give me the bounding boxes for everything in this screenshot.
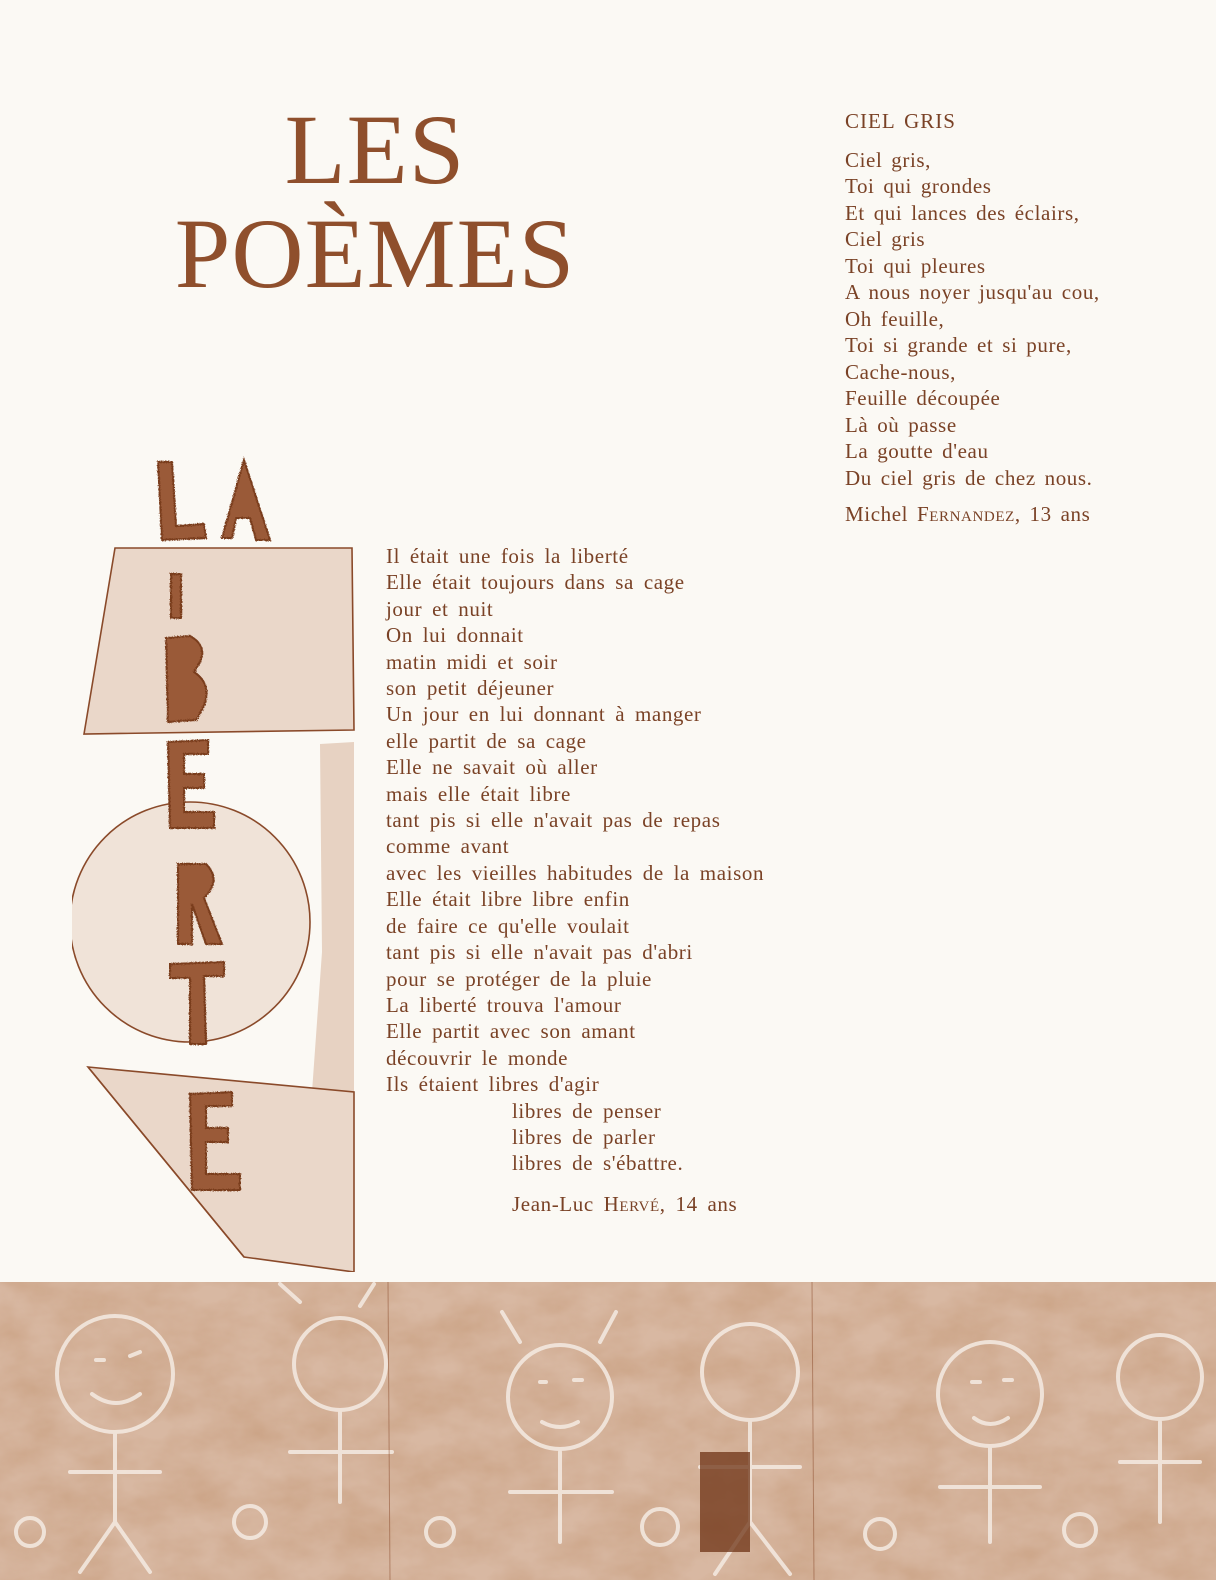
poem-line: Ciel gris xyxy=(845,227,926,251)
poem-line: jour et nuit xyxy=(386,596,494,621)
poem-line: La goutte d'eau xyxy=(845,439,989,463)
poem-line: Elle était toujours dans sa cage xyxy=(386,570,685,595)
poem-line: Cache-nous, xyxy=(845,359,956,384)
poem-liberte xyxy=(386,543,906,1217)
letter-l-icon xyxy=(158,462,206,540)
author-first-name: Jean-Luc xyxy=(512,1191,594,1216)
poem-line: pour se protéger de la pluie xyxy=(386,966,652,991)
poem-line: Et qui lances des éclairs, xyxy=(845,200,1080,225)
title-line-1: LES xyxy=(284,94,466,205)
page-title xyxy=(155,94,595,309)
poem-line: matin midi et soir xyxy=(386,649,558,674)
poem-title: CIEL GRIS xyxy=(845,109,956,133)
poem-line: son petit déjeuner xyxy=(386,676,555,701)
letter-a-icon xyxy=(222,460,270,540)
poem-line: comme avant xyxy=(386,834,510,859)
poem-line: tant pis si elle n'avait pas d'abri xyxy=(386,940,693,965)
poem-line: A nous noyer jusqu'au cou, xyxy=(845,280,1100,304)
poem-line: La liberté trouva l'amour xyxy=(386,992,622,1017)
childrens-painting-band xyxy=(0,1282,1216,1580)
poem-line: Ciel gris, xyxy=(845,147,931,172)
poem-line: Ils étaient libres d'agir xyxy=(386,1072,600,1097)
poem-line: Toi si grande et si pure, xyxy=(845,333,1072,357)
poem-line: mais elle était libre xyxy=(386,781,571,806)
liberte-letters-drawing-icon xyxy=(72,548,354,1272)
poem-line-indented: libres de parler xyxy=(512,1124,656,1149)
letter-b-icon xyxy=(166,636,207,722)
poem-line: tant pis si elle n'avait pas de repas xyxy=(386,808,721,833)
letter-i-icon xyxy=(171,574,181,618)
poem-line: Là où passe xyxy=(845,412,957,437)
poem-ciel-gris xyxy=(845,108,1175,528)
poem-line-indented: libres de s'ébattre. xyxy=(512,1151,684,1176)
author-last-name: Hervé xyxy=(603,1191,660,1216)
poem-line: Un jour en lui donnant à manger xyxy=(386,702,702,727)
poem-line: Elle ne savait où aller xyxy=(386,755,598,780)
poem-line: Toi qui grondes xyxy=(845,174,992,198)
poem-line-indented: libres de penser xyxy=(512,1098,662,1123)
poem-line: Du ciel gris de chez nous. xyxy=(845,465,1093,490)
author-age: , 14 ans xyxy=(659,1191,738,1216)
author-last-name: Fernandez xyxy=(916,502,1015,526)
poem-line: On lui donnait xyxy=(386,623,524,648)
author-first-name: Michel xyxy=(845,502,909,526)
letter-e-icon xyxy=(168,740,214,828)
poem-line: Toi qui pleures xyxy=(845,253,986,278)
poem-line: Elle partit avec son amant xyxy=(386,1019,636,1044)
poem-line: Il était une fois la liberté xyxy=(386,544,629,568)
poem-line: découvrir le monde xyxy=(386,1045,569,1070)
poem-author xyxy=(845,501,1175,528)
poem-author xyxy=(386,1191,906,1217)
poem-line: elle partit de sa cage xyxy=(386,728,587,753)
poem-line: Feuille découpée xyxy=(845,386,1001,410)
poem-line: de faire ce qu'elle voulait xyxy=(386,913,630,938)
poem-line: Elle était libre libre enfin xyxy=(386,887,630,912)
liberte-drawing xyxy=(72,452,372,1272)
title-line-2: POÈMES xyxy=(174,198,576,309)
author-age: , 13 ans xyxy=(1014,502,1091,526)
poem-line: avec les vieilles habitudes de la maison xyxy=(386,860,765,885)
poem-line: Oh feuille, xyxy=(845,306,945,331)
